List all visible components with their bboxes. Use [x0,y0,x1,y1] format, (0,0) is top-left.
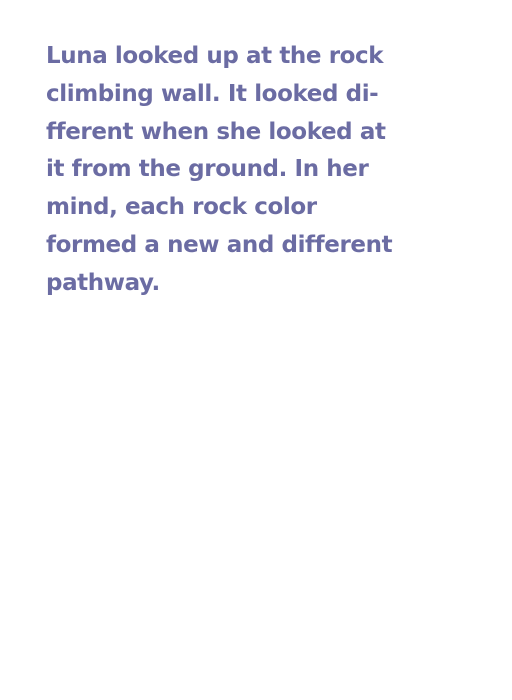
story-line: it from the ground. In her [46,156,369,183]
story-line: fferent when she looked at [46,118,386,145]
story-line: pathway. [46,269,160,296]
story-line: climbing wall. It looked di- [46,80,379,107]
story-paragraph [46,38,466,303]
story-line: formed a new and different [46,231,393,258]
story-line: mind, each rock color [46,194,317,221]
story-line: Luna looked up at the rock [46,43,384,69]
